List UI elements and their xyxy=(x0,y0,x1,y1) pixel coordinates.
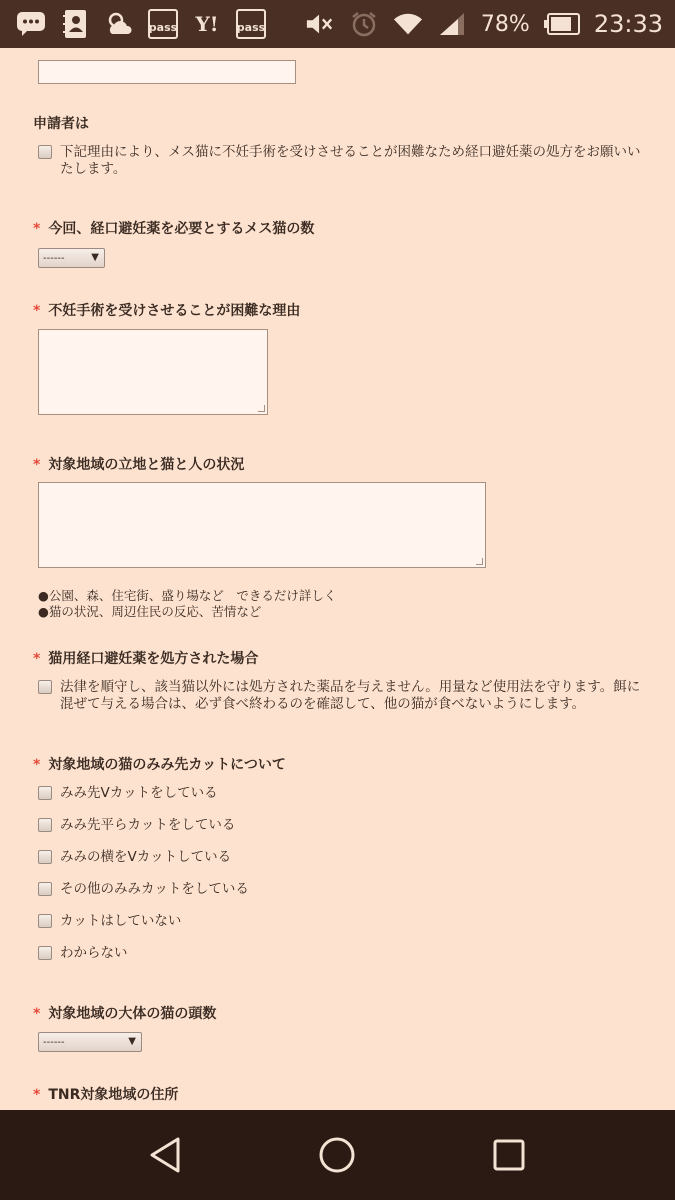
form-content xyxy=(0,48,675,1110)
home-icon[interactable] xyxy=(307,1125,367,1185)
prescribed-case-checkbox-row[interactable] xyxy=(38,679,648,713)
checkbox[interactable] xyxy=(38,145,52,159)
mute-icon xyxy=(305,9,335,39)
tnr-address-label: * TNR対象地域の住所 xyxy=(33,1087,179,1103)
yahoo-icon: Y! xyxy=(195,12,219,36)
checkbox[interactable] xyxy=(38,850,52,864)
area-note-2: ●猫の状況、周辺住民の反応、苦情など xyxy=(38,604,262,619)
difficulty-reason-textarea[interactable] xyxy=(38,329,268,415)
checkbox[interactable] xyxy=(38,680,52,694)
ear-cut-option[interactable]: みみの横をVカットしている xyxy=(38,849,648,866)
signal-icon xyxy=(437,9,467,39)
weather-icon xyxy=(104,9,134,39)
battery-percent: 78% xyxy=(480,11,530,37)
clock: 23:33 xyxy=(593,10,663,38)
back-icon[interactable] xyxy=(136,1125,196,1185)
ear-cut-option[interactable]: わからない xyxy=(38,945,648,962)
female-cat-count-select[interactable]: ------ ▼ xyxy=(38,248,105,268)
dropdown-arrow-icon: ▼ xyxy=(91,252,99,263)
pass-icon: pass xyxy=(148,9,178,39)
checkbox[interactable] xyxy=(38,882,52,896)
alarm-icon xyxy=(349,9,379,39)
ear-cut-option[interactable]: みみ先Vカットをしている xyxy=(38,785,648,802)
messages-icon xyxy=(16,9,46,39)
battery-icon xyxy=(544,9,580,39)
female-cat-count-label: * 今回、経口避妊薬を必要とするメス猫の数 xyxy=(33,221,315,237)
area-note-1: ●公園、森、住宅街、盛り場など できるだけ詳しく xyxy=(38,588,337,603)
area-situation-textarea[interactable] xyxy=(38,482,486,568)
checkbox[interactable] xyxy=(38,914,52,928)
applicant-label: 申請者は xyxy=(33,116,89,132)
prescribed-case-label: * 猫用経口避妊薬を処方された場合 xyxy=(33,651,259,667)
applicant-checkbox-row[interactable] xyxy=(38,144,648,178)
checkbox[interactable] xyxy=(38,946,52,960)
contacts-icon xyxy=(60,9,90,39)
navigation-bar xyxy=(0,1110,675,1200)
ear-cut-option[interactable]: みみ先平らカットをしている xyxy=(38,817,648,834)
checkbox[interactable] xyxy=(38,786,52,800)
checkbox[interactable] xyxy=(38,818,52,832)
cat-count-select[interactable]: ------ ▼ xyxy=(38,1032,142,1052)
text-input[interactable] xyxy=(38,60,296,84)
difficulty-reason-label: * 不妊手術を受けさせることが困難な理由 xyxy=(33,303,301,319)
cat-count-label: * 対象地域の大体の猫の頭数 xyxy=(33,1006,217,1022)
area-situation-label: * 対象地域の立地と猫と人の状況 xyxy=(33,457,245,473)
ear-cut-option[interactable]: カットはしていない xyxy=(38,913,648,930)
recents-icon[interactable] xyxy=(479,1125,539,1185)
checkbox-label: 法律を順守し、該当猫以外には処方された薬品を与えません。用量など使用法を守ります。餌に混ぜて与える場合は、必ず食べ終わるのを確認して、他の猫が食べないようにします。 xyxy=(60,679,641,712)
pass-icon: pass xyxy=(236,9,266,39)
checkbox-label: 下記理由により、メス猫に不妊手術を受けさせることが困難なため経口避妊薬の処方をお願いいたします。 xyxy=(60,144,641,177)
wifi-icon xyxy=(393,9,423,39)
ear-cut-label: * 対象地域の猫のみみ先カットについて xyxy=(33,757,286,773)
ear-cut-option[interactable]: その他のみみカットをしている xyxy=(38,881,648,898)
dropdown-arrow-icon: ▼ xyxy=(128,1036,136,1047)
status-bar xyxy=(0,0,675,48)
battery-level xyxy=(551,17,571,31)
